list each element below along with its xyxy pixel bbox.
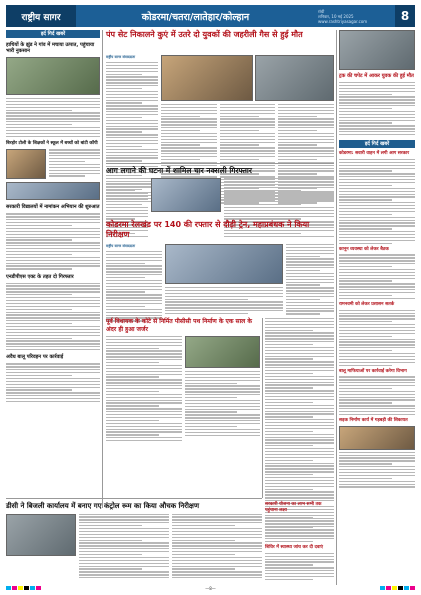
bottom-right-stories xyxy=(265,502,334,580)
top-story-photo-1 xyxy=(161,55,253,101)
railway-story-text-col2 xyxy=(165,287,283,314)
footer-page-mark: —8— xyxy=(205,585,216,591)
top-story-byline: राष्ट्रीय सागर संवाददाता xyxy=(106,55,136,59)
center-story-photo xyxy=(151,178,221,212)
left-story1-headline: हाथियों के झुंड ने गांव में मचाया उत्पात, पहुंचाया भारी नुकसान xyxy=(6,42,95,54)
right-story4-headline: रामनवमी को लेकर प्रशासन सतर्क xyxy=(339,302,395,308)
edition-region: कोडरमा/चतरा/लातेहार/कोल्हान xyxy=(141,11,250,23)
mla-story xyxy=(106,318,260,441)
dc-story xyxy=(6,502,262,578)
railway-story-photo xyxy=(165,244,283,284)
left-story1-photo xyxy=(6,57,100,95)
right-story6-headline: सड़क निर्माण कार्य में गड़बड़ी की शिकायत xyxy=(339,418,408,424)
left-story2-text xyxy=(49,149,100,179)
left-column-band: इर्द गिर्द खबरें xyxy=(6,30,100,38)
left-story4-headline: एनडीपीएस एक्ट के तहत दो गिरफ्तार xyxy=(6,273,74,280)
section-divider xyxy=(6,498,262,499)
mla-story-text-col1 xyxy=(106,336,182,441)
left-story3-headline: सरकारी विद्यालयों में नामांकन अभियान की शुरुआत xyxy=(6,204,100,211)
left-story4-text xyxy=(6,283,100,351)
edition-city: रांची xyxy=(318,8,325,14)
dc-story-headline: डीसी ने बिजली कार्यालय में बनाए गए कंट्रोल रूम का किया औचक निरीक्षण xyxy=(6,502,200,510)
right-story5-text xyxy=(339,376,415,415)
railway-story-text-col3 xyxy=(286,244,334,322)
railway-story xyxy=(106,220,334,322)
dc-story-text-col2 xyxy=(172,514,262,579)
railway-story-headline: कोडरमा रेलखंड पर 140 की रफ्तार से दौड़ी ट्रेन, महाप्रबंधक ने किया निरीक्षण xyxy=(106,220,310,239)
right-column-band: इर्द गिर्द खबरें xyxy=(339,140,415,148)
bottom-right-headline1: सरकारी योजना का लाभ सभी तक पहुंचाना लक्ष्य xyxy=(265,502,322,513)
left-story5-text xyxy=(6,363,100,402)
railway-story-byline: राष्ट्रीय सागर संवाददाता xyxy=(106,244,136,248)
side-story-text xyxy=(265,318,334,533)
registration-color-bar xyxy=(380,586,415,590)
center-story-headline: आग लगाने की घटना में शामिल चार नक्सली गिरफ्तार xyxy=(106,166,252,175)
right-story4-text xyxy=(339,310,415,366)
left-story1-text xyxy=(6,98,100,137)
mla-story-photo xyxy=(185,336,261,368)
section-divider xyxy=(106,163,334,164)
column-divider xyxy=(336,30,337,585)
left-column xyxy=(6,30,100,402)
right-story1-photo xyxy=(339,30,415,70)
right-story3-text xyxy=(339,254,415,299)
bottom-right-headline2: शिविर में स्वास्थ्य जांच कर दी दवाएं xyxy=(265,545,324,551)
right-story5-headline: बालू माफियाओं पर कार्रवाई करेगा विभाग xyxy=(339,368,407,374)
right-story3-headline: कानून व्यवस्था को लेकर बैठक xyxy=(339,246,389,252)
left-story3-text xyxy=(6,213,100,269)
bottom-right-text2 xyxy=(265,553,334,580)
top-story-photo-2 xyxy=(255,55,334,101)
page-footer xyxy=(6,585,415,591)
top-story xyxy=(106,30,334,40)
registration-color-bar xyxy=(6,586,41,590)
left-story2-photo-2 xyxy=(6,182,100,200)
right-story1-headline: ट्रक की चपेट में आकर युवक की हुई मौत xyxy=(339,73,414,79)
right-story6-photo xyxy=(339,426,415,450)
edition-date: शनिवार, 10 मई 2025 xyxy=(318,13,354,19)
newspaper-brand: राष्ट्रीय सागर xyxy=(6,5,76,27)
right-story2-text xyxy=(339,159,415,244)
bottom-right-text1 xyxy=(265,515,334,542)
page-number: 8 xyxy=(395,5,415,27)
dc-story-text-col1 xyxy=(79,514,169,579)
right-story2-headline: कोडरमा: सवारी वाहन में लगी आग सरकार xyxy=(339,151,410,157)
edition-website: www.rashtriyasagar.com xyxy=(318,18,368,24)
railway-story-text-col1 xyxy=(106,251,162,322)
left-story5-headline: अवैध बालू परिवहन पर कार्रवाई xyxy=(6,354,64,361)
edition-meta xyxy=(315,9,395,24)
left-story2-headline: बिरहोर टोली के शिक्षकों ने स्कूल में बच्चों को बांटी कॉपी xyxy=(6,140,98,146)
column-divider xyxy=(262,318,263,498)
left-story2-photo xyxy=(6,149,46,179)
mla-story-text-col2 xyxy=(185,371,261,436)
dc-story-photo xyxy=(6,514,76,556)
column-divider xyxy=(102,30,103,508)
top-story-headline: पंप सेट निकालने कुएं में उतरे दो युवकों की जहरीली गैस से हुई मौत xyxy=(106,30,303,39)
masthead xyxy=(6,5,415,27)
right-column xyxy=(339,30,415,488)
right-story1-text xyxy=(339,82,415,135)
right-story6-text xyxy=(339,452,415,488)
side-story xyxy=(265,318,334,533)
mla-story-headline: पूर्व विधायक के कोटे से निर्मित पीसीसी पथ निर्माण के एक साल के अंदर ही हुआ जर्जर xyxy=(106,318,252,333)
